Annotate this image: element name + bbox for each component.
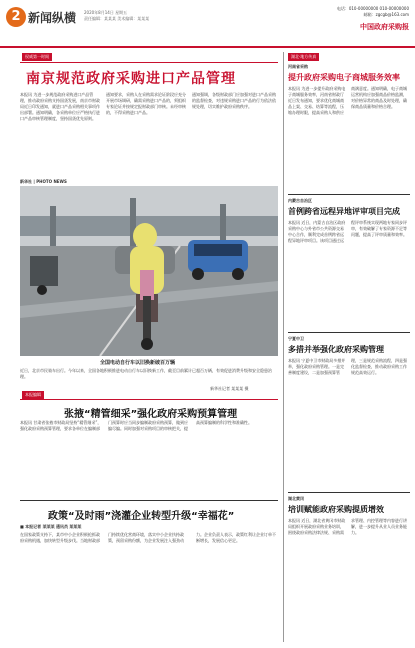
- photo-caption: 全国电动自行车以旧换新破百万辆: [100, 360, 176, 366]
- block1-title: 提升政府采购电子商城服务效率: [288, 73, 400, 82]
- sidebar-tag: 湖北·地方传真: [288, 53, 319, 61]
- block4-title: 培训赋能政府采购提质增效: [288, 505, 384, 514]
- news-photo: [20, 186, 278, 356]
- issue-date: 2020年8月14日 星期五: [84, 10, 128, 15]
- lead-divider: [20, 62, 278, 63]
- block3-kicker: 宁夏中卫: [288, 336, 304, 341]
- bottom-headline: 政策“及时雨”浇灌企业转型升级“幸福花”: [48, 511, 235, 522]
- middle-tag: 本报编辑: [22, 391, 44, 399]
- section-title: 新闻纵横: [28, 11, 77, 25]
- bottom-byline: ■ 本报记者 某某某 通讯员 某某某: [20, 524, 82, 529]
- block2-body: 本报讯 近日，内蒙古自治区政府采购中心与外省市公共资源交易中心合作，顺利完成首例跨省远程异地评审项目。该项目通过远程评审系统实现两地专家同步评审，有效破解了专家资源不足等问题，提高了评审质量和效率。: [288, 220, 407, 243]
- middle-headline: 张掖“精管细采”强化政府采购预算管理: [64, 409, 238, 420]
- block3-divider: [288, 332, 410, 333]
- sidebar-divider: [283, 52, 284, 642]
- photo-news-label: 新华社 | PHOTO NEWS: [20, 179, 67, 184]
- issue-editors: 责任编辑：某某某 美术编辑：某某某: [84, 16, 150, 21]
- contact-phone: 电话：010-00000000 010-00000000: [336, 6, 409, 11]
- lead-column-1: 本报讯 为进一步规范政府采购进口产品管理，推动政府采购支持国货发展，南京市财政局近日印发通知，就进口产品采购相关事项作出部署。通知明确，各采购单位应严格执行进口产品审核管理制度，坚持国货优先原则。: [20, 92, 100, 121]
- block4-body: 本报讯 近日，湖北省黄冈市财政局组织开展政府采购业务培训，围绕政府采购法律法规、采购需求管理、内控管理等内容进行讲解，进一步提升从业人员业务能力。: [288, 518, 407, 535]
- lead-column-3: 通知强调，各级财政部门应加强对进口产品采购的监督检查，对违规采购进口产品的行为依法依规处理，切实维护政府采购秩序。: [192, 92, 276, 109]
- bottom-body: 在国家政策支持下，某市中小企业积极抢抓政府采购机遇，加快转型升级步伐。当地财政部门持续优化营商环境，落实中小企业扶持政策，预留采购份额，为企业发展注入强劲动力。企业负责人表示，政策红利让企业订单不断增长，发展信心更足。: [20, 532, 276, 543]
- contact-meta: [337, 6, 409, 18]
- middle-body: 本报讯 甘肃省张掖市财政局坚持“精管细采”，强化政府采购预算管理，要求各单位在编制部门预算时应当同步编制政府采购预算，做到应编尽编。同时加强对采购项目的审核把关，提高预算编制的科学性和准确性。: [20, 420, 252, 431]
- lead-column-2: 通知要求，采购人在采购需求论证阶段应充分开展市场调研，确需采购进口产品的，须组织专家论证并按规定报财政部门审核。未经审核的，不得采购进口产品。: [106, 92, 186, 115]
- lead-headline: 南京规范政府采购进口产品管理: [26, 71, 236, 87]
- block3-title: 多措并举强化政府采购管理: [288, 345, 384, 354]
- block2-kicker: 内蒙古自治区: [288, 198, 312, 203]
- middle-divider: [20, 399, 278, 400]
- page-number-badge: 2: [6, 7, 26, 27]
- block1-kicker: 河南省采购: [288, 64, 308, 69]
- issue-meta: [84, 10, 149, 22]
- page-header: [0, 0, 415, 48]
- block4-kicker: 湖北黄冈: [288, 496, 304, 501]
- photo-credit: 新华社记者 某某某 摄: [210, 386, 249, 391]
- block2-divider: [288, 194, 410, 195]
- bottom-divider: [20, 500, 278, 501]
- photo-description: 近日，北京市民骑车出行。今年以来，全国各地积极推进电动自行车以旧换新工作，截至目前累计已超百万辆，有效促进消费升级和安全隐患治理。: [20, 368, 272, 379]
- block2-title: 首例跨省远程异地评审项目完成: [288, 207, 400, 216]
- newspaper-brand: 中国政府采购报: [360, 23, 409, 31]
- block1-body: 本报讯 为进一步提升政府采购电子商城服务效率，河南省财政厅近日发布通知，要求优化商城商品上架、交易、结算等流程，压缩办理时限，提高采购人和供应商满意度。通知明确，电子商城运营机构应加强商品价格监测，对价格异常的商品及时处理，确保商品质量和价格合理。: [288, 86, 407, 115]
- lead-tag: 权威第一时间: [22, 53, 52, 61]
- block4-divider: [288, 492, 410, 493]
- photo-scene: [20, 186, 278, 356]
- block3-body: 本报讯 宁夏中卫市财政局多措并举，强化政府采购管理。一是完善制度建设，二是加强预算管理，三是规范采购流程，四是强化监督检查，推动政府采购工作规范高效运行。: [288, 358, 407, 375]
- contact-email: 邮箱：zgcgb@163.com: [363, 12, 409, 17]
